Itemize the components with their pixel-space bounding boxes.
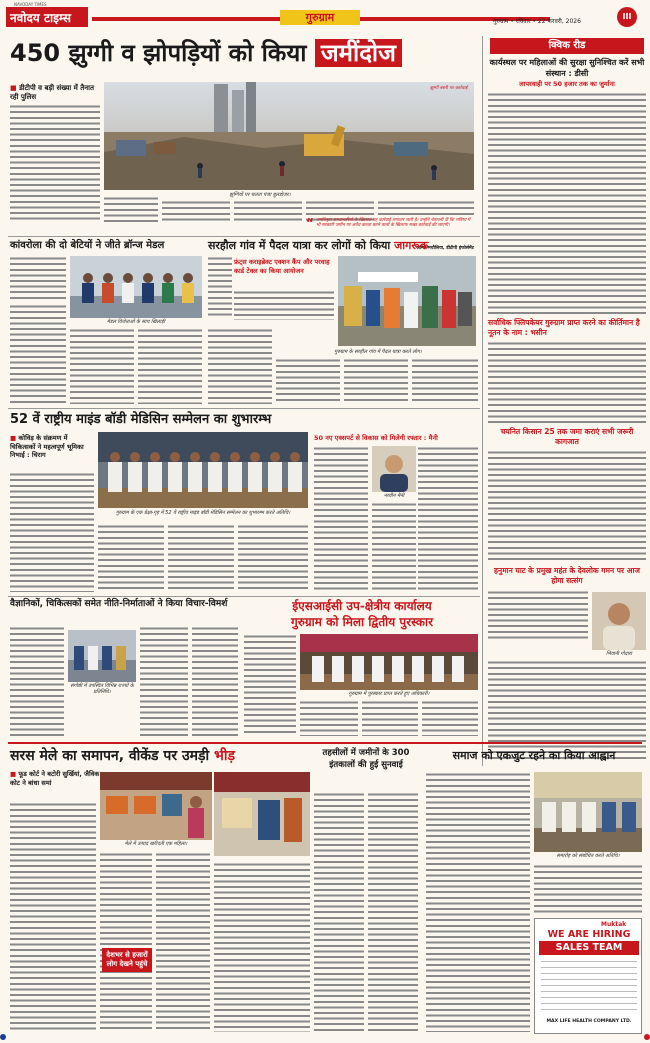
mindbody-body-d [238,524,308,592]
right-h1-sub: लापरवाही पर 50 हजार तक का जुर्माना [519,80,615,88]
esic-body-d [422,700,478,736]
vaigyanik-body-a [10,626,64,736]
mindbody-body-c [168,524,234,592]
mindbody-body-a [10,472,94,592]
saras-headline [10,746,310,766]
mindbody-body-b [98,524,164,592]
project-body-a [314,446,368,592]
esic-headline-2: गुरुग्राम को मिला द्वितीय पुरस्कार [290,615,434,629]
quick-read-tag: क्विक रीड [490,38,644,54]
vaigyanik-body-b [140,626,188,736]
saras-sub: ■ फूड कोर्ट ने बटोरी सुर्खियां, जैविक कोट ने बांधा समां [10,770,100,787]
saras-photo-image [100,772,212,840]
lead-sub: ■ डीटीपी व बड़ी संख्या में तैनात रही पुलिस [10,84,94,101]
project-body-b [418,446,478,592]
masthead-center-label: गुरुग्राम [280,10,360,25]
mindbody-headline: 52 वें राष्ट्रीय माइंड बॉडी मेडिसिन सम्मेलन का शुभारम्भ [10,412,272,427]
date-line: गुरुग्राम • रविवार • 22 फरवरी, 2026 [493,18,581,25]
esic-body-c [362,700,418,736]
lead-body-col4 [234,200,302,222]
sarhaul-photo-caption: गुरुग्राम के सरहौल गांव में पैदल यात्रा करते लोग। [334,349,422,355]
saras-headline-red: भीड़ [214,748,235,764]
esic-photo-caption: गुरुग्राम में पुरस्कार प्राप्त करते हुए अधिकारी। [348,691,430,697]
right-h4-body-b [488,660,646,760]
esic-body-b [300,700,358,736]
ad-body [541,959,637,1015]
tehsil-body-b [368,792,418,1032]
lead-body-col3 [162,200,230,222]
kancha-body-b [10,304,66,404]
samaj-body-b [534,864,642,914]
saras-sub-text: फूड कोर्ट ने बटोरी सुर्खियां, जैविक कोट ने बांधा समां [10,770,100,787]
saras-headline-black: सरस मेले का समापन, वीकेंड पर उमड़ी [10,748,210,764]
saras-photo-caption: मेले में उत्पाद खरीदती एक महिला। [124,841,188,847]
saras-body-c [156,852,210,1032]
saras-body-a [10,802,96,1032]
lead-body-col2 [104,196,158,222]
right-h4-photo [592,592,646,650]
saras-photo [100,772,212,840]
divider-kancha-top [8,236,480,237]
sarhaul-headline-black: सरहौल गांव में पैदल यात्रा कर लोगों को किया [208,239,391,252]
right-h4-body-a [488,590,588,642]
right-h2-body [488,341,646,423]
lead-body-col1 [10,104,100,222]
lead-photo [104,82,474,190]
kancha-photo [70,256,202,318]
samaj-photo-caption: समारोह को संबोधित करते अतिथि। [556,853,620,859]
sarhaul-body-f [412,358,478,404]
sarhaul-body-d [276,358,340,404]
lead-quote-by: - अमित मधौलिया, डीटीपी इंफोर्समेंट [412,246,474,251]
samaj-headline: समाज को एकजुट रहने का किया आह्वान [452,749,616,762]
sarhaul-body-c [208,328,272,404]
sarhaul-photo [338,256,476,346]
right-h3: चयनित किसान 25 तक जमा कराएं सभी जरूरी कागजात [500,427,634,446]
ad-line1: WE ARE HIRING [547,929,631,940]
lead-photo-image [104,82,474,190]
hiring-ad[interactable] [534,918,642,1034]
mindbody-photo [98,432,308,508]
portrait-image [592,592,646,650]
mindbody-photo-image [98,432,308,508]
right-h1-body [488,92,646,314]
ad-company: MAX LIFE HEALTH COMPANY LTD. [546,1019,632,1024]
ad-line2: SALES TEAM [539,941,639,955]
saras-photo-2-image [214,772,310,856]
divider-mindbody-top [8,408,480,409]
sarhaul-body-b [234,290,334,320]
divider-vaigyanik-top [8,596,480,597]
mindbody-sub-text: कोविड़ के संक्रमण में चिकित्सकों ने महत्वपूर्ण भूमिका निभाई : चिराग [10,434,84,459]
masthead-left-sub: NAVODAY TIMES [14,2,47,7]
esic-photo-image [300,634,478,690]
kancha-photo-caption: मेडल विजेताओं के साथ खिलाड़ी [106,319,166,325]
registration-mark-right [644,1034,650,1040]
right-col-divider [482,36,483,766]
kancha-headline: कांवरोला की दो बेटियों ने जीते ब्रॉन्ज मेडल [10,240,165,251]
masthead-left-label: नवोदय टाइम्स [10,11,72,25]
kancha-photo-image [70,256,202,318]
tehsil-body-a [314,792,364,1032]
lead-photo-tag: झुग्गी बस्ती पर कार्रवाई [430,86,468,91]
right-h2: सर्वाधिक फ्लिपकेयर गुरुग्राम प्राप्त करने का कीर्तिमान है नूतन के नाम : भसीन [488,318,640,337]
sarhaul-headline-red: जागरूक [394,239,429,252]
right-h3-body [488,450,646,562]
vaigyanik-headline: वैज्ञानिकों, चिकित्सकों समेत नीति-निर्माताओं ने किया विचार-विमर्श [10,599,228,609]
samaj-photo-image [534,772,642,852]
project-photo [372,446,416,492]
vaigyanik-body-c [192,626,238,736]
project-portrait [372,446,416,492]
ad-brand: Muktak [601,921,627,928]
kancha-body-d [138,328,202,404]
lead-headline [10,33,480,73]
project-body-c [372,502,416,592]
vaigyanik-photo [68,630,136,682]
esic-photo [300,634,478,690]
esic-body-a [244,634,296,736]
lead-body-col6 [378,200,474,216]
sarhaul-photo-image [338,256,476,346]
page-number: III [617,7,637,27]
sarhaul-headline [208,239,482,253]
sarhaul-sub: फ्रंट्स कराइब्रेक्ट एक्शन कैंप और परवाह कार्ड टेक्ल का किया आयोजन [234,258,330,275]
samaj-body-a [426,772,530,1032]
vaigyanik-photo-caption: संगोष्ठी में उपस्थित विभिन्न राज्यों के प्रतिनिधि। [70,683,134,695]
lead-quote-text: अनधिकृत कब्जाधारियों के खिलाफ यह कार्रवाई लगातार जारी है। उन्होंने चेतावनी दी कि भविष्य में भी सरकारी जमीन पर अवैध कब्जा करने वालों के खिलाफ सख्त कार्रवाई की जाएगी। [316,218,471,229]
saras-callout: देशभर से हजारों लोग देखने पहुंचे [102,948,152,972]
right-h4: हनुमान घाट के प्रमुख महंत के देवलोक गमन पर आज होगा सत्संग [494,566,640,585]
sarhaul-body-a [208,256,232,316]
lead-sub-text: डीटीपी व बड़ी संख्या में तैनात रही पुलिस [10,84,94,101]
project-photo-caption: नरवीन मैनी [383,493,405,499]
right-h1: कार्यस्थल पर महिलाओं की सुरक्षा सुनिश्चित करें सभी संस्थान : डीसी [489,58,645,78]
saras-body-b [100,852,152,1032]
tehsil-headline: तहसीलों में जमीनों के 300 इंतकालों की हुई सुनवाई [322,748,410,770]
mindbody-photo-caption: गुरुग्राम के एक प्रेक्षा-गृह में 52 वें राष्ट्रीय माइंड बॉडी मेडिसिन सम्मेलन का शुभारम्भ करते अतिथि। [115,510,291,516]
lead-photo-caption: झुग्गियों पर चलता पंजा बुलडोजर। [229,192,291,198]
esic-headline-1: ईएसआईसी उप-क्षेत्रीय कार्यालय [292,599,432,613]
masthead [0,0,650,28]
quote-mark: “ [306,216,314,230]
lead-headline-red: जमींदोज [315,39,402,67]
vaigyanik-photo-image [68,630,136,682]
right-h4-caption: भिवानी गोदारा [606,651,632,657]
project-headline: 50 नए एक्सपर्ट से विकास को मिलेगी रफ्तार : मैनी [314,434,438,442]
kancha-body-a [10,256,66,300]
sarhaul-body-e [344,358,408,404]
saras-photo-2 [214,772,310,856]
samaj-photo [534,772,642,852]
saras-body-d [214,862,310,1032]
mindbody-sub: ■ कोविड़ के संक्रमण में चिकित्सकों ने महत्वपूर्ण भूमिका निभाई : चिराग [10,434,84,459]
kancha-body-c [70,328,134,404]
lead-headline-black: 450 झुग्गी व झोपड़ियों को किया [10,39,307,67]
registration-mark-left [0,1034,6,1040]
divider-bottom-band [8,742,642,744]
